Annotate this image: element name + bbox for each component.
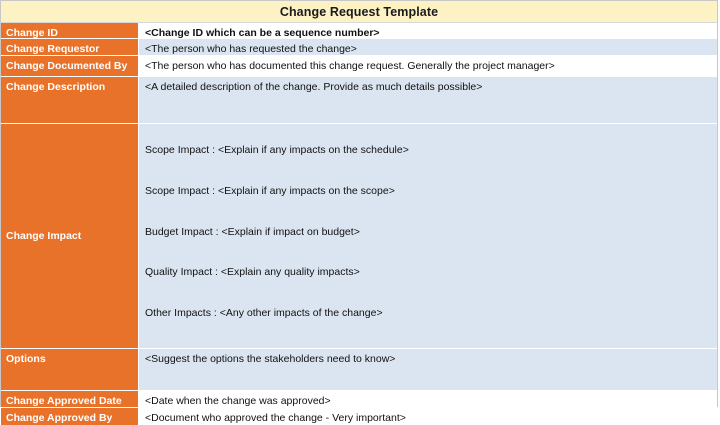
row-value-change-approved-by[interactable]: <Document who approved the change - Very important> xyxy=(139,408,717,425)
row-value-change-requestor[interactable]: <The person who has requested the change> xyxy=(139,39,717,55)
impact-label-schedule: Scope Impact xyxy=(145,144,210,156)
table-row-options xyxy=(1,349,717,391)
impact-separator-other: : xyxy=(213,307,217,320)
row-value-change-approved-date[interactable]: <Date when the change was approved> xyxy=(139,391,717,407)
table-row-change-impact xyxy=(1,124,717,349)
change-impact-item-budget[interactable] xyxy=(145,226,711,267)
page-title: Change Request Template xyxy=(279,4,439,19)
row-label-change-approved-date: Change Approved Date xyxy=(1,391,139,407)
row-label-change-documented-by: Change Documented By xyxy=(1,56,139,76)
table-row-change-approved-date xyxy=(1,391,717,408)
table-row-change-approved-by xyxy=(1,408,717,425)
impact-value-schedule: <Explain if any impacts on the schedule> xyxy=(217,144,409,156)
impact-value-quality: <Explain any quality impacts> xyxy=(220,266,360,279)
row-label-change-requestor: Change Requestor xyxy=(1,39,139,55)
row-value-change-id[interactable]: <Change ID which can be a sequence number> xyxy=(139,23,717,38)
impact-value-budget: <Explain if impact on budget> xyxy=(221,225,360,238)
change-impact-item-quality[interactable] xyxy=(145,266,711,307)
impact-label-other: Other Impacts xyxy=(145,307,211,320)
impact-label-quality: Quality Impact xyxy=(145,266,213,279)
change-impact-list xyxy=(145,128,711,348)
impact-separator-scope: : xyxy=(212,184,216,197)
impact-value-scope: <Explain if any impacts on the scope> xyxy=(217,184,395,197)
table-row-change-requestor xyxy=(1,39,717,56)
row-label-change-id: Change ID xyxy=(1,23,139,38)
impact-label-budget: Budget Impact xyxy=(145,225,213,238)
change-request-table xyxy=(1,23,717,425)
row-label-change-description: Change Description xyxy=(1,77,139,123)
row-label-change-approved-by: Change Approved By xyxy=(1,408,139,425)
change-impact-item-schedule[interactable] xyxy=(145,144,711,185)
row-value-change-documented-by[interactable]: <The person who has documented this change request. Generally the project manager> xyxy=(139,56,717,76)
impact-separator-quality: : xyxy=(215,266,218,279)
table-row-change-description xyxy=(1,77,717,124)
impact-label-scope: Scope Impact xyxy=(145,184,210,197)
impact-value-other: <Any other impacts of the change> xyxy=(219,307,383,320)
row-value-change-impact[interactable] xyxy=(139,124,717,348)
row-label-options: Options xyxy=(1,349,139,390)
row-value-options[interactable]: <Suggest the options the stakeholders need to know> xyxy=(139,349,717,390)
document-title-bar xyxy=(1,1,717,23)
change-impact-item-other[interactable] xyxy=(145,307,711,348)
table-row-change-id xyxy=(1,23,717,39)
change-impact-item-scope[interactable] xyxy=(145,185,711,226)
row-label-change-impact: Change Impact xyxy=(1,124,139,348)
impact-separator-budget: : xyxy=(215,225,219,238)
row-value-change-description[interactable]: <A detailed description of the change. Provide as much details possible> xyxy=(139,77,717,123)
table-row-change-documented-by xyxy=(1,56,717,77)
impact-separator-schedule: : xyxy=(212,144,216,156)
